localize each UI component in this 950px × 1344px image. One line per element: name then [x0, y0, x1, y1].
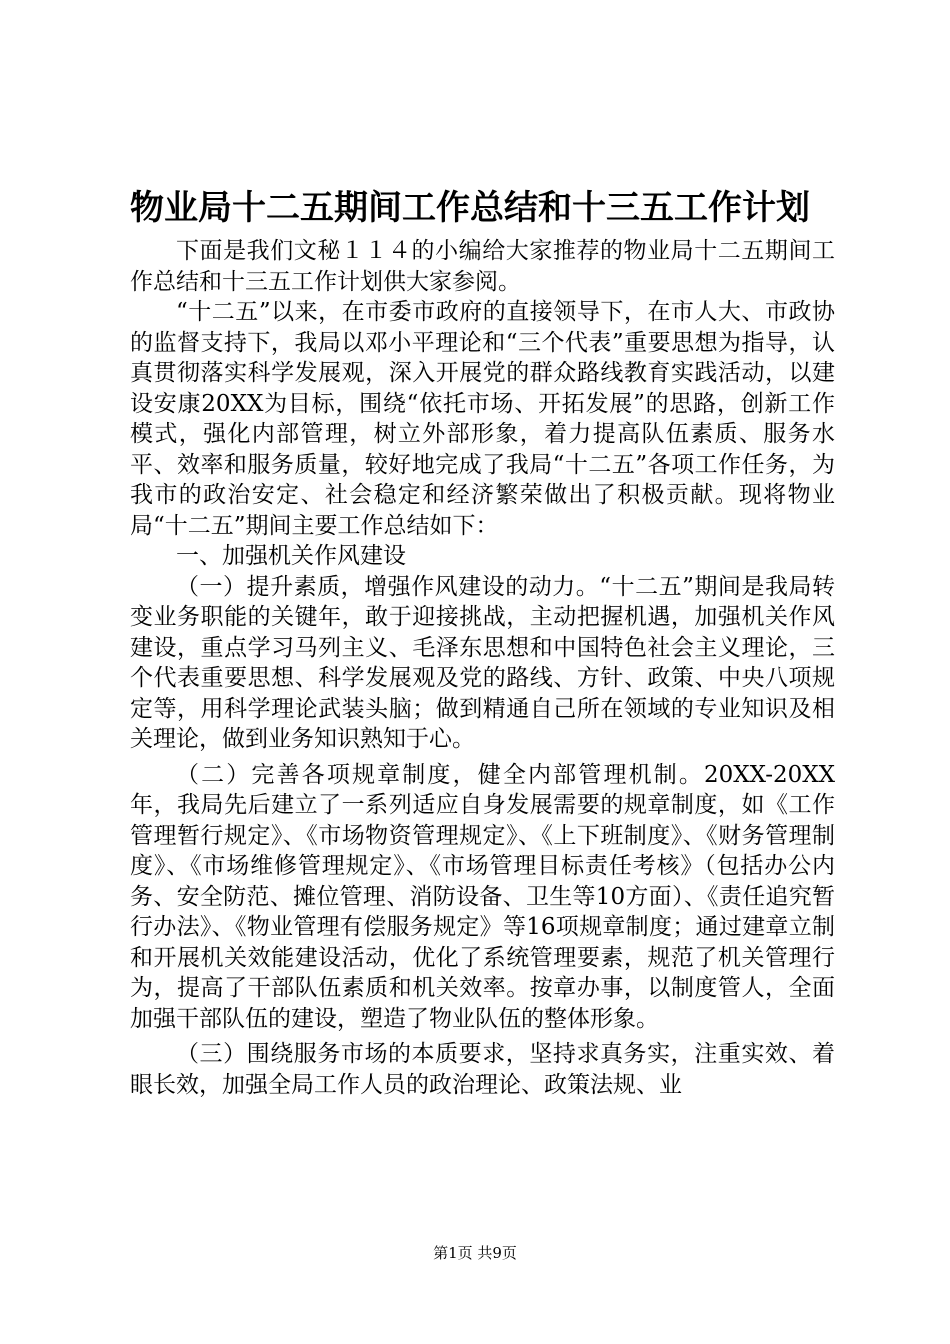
paragraph-item-3: （三）围绕服务市场的本质要求，坚持求真务实，注重实效、着眼长效，加强全局工作人员的政治理论、政策法规、业: [130, 1041, 835, 1098]
page-footer: 第1页 共9页: [433, 1244, 517, 1262]
section-heading-1: 一、加强机关作风建设: [176, 543, 406, 569]
document-body: [130, 236, 835, 1100]
paragraph-item-1: （一）提升素质，增强作风建设的动力。“十二五”期间是我局转变业务职能的关键年，敢于迎接挑战，主动把握机遇，加强机关作风建设，重点学习马列主义、毛泽东思想和中国特色社会主义理论，三个代表重要思想、科学发展观及党的路线、方针、政策、中央八项规定等，用科学理论武装头脑；做到精通自己所在领域的专业知识及相关理论，做到业务知识熟知于心。: [130, 573, 835, 752]
paragraph-overview: “十二五”以来，在市委市政府的直接领导下，在市人大、市政协的监督支持下，我局以邓小平理论和“三个代表”重要思想为指导，认真贯彻落实科学发展观，深入开展党的群众路线教育实践活动，以建设安康20XX为目标，围绕“依托市场、开拓发展”的思路，创新工作模式，强化内部管理，树立外部形象，着力提高队伍素质、服务水平、效率和服务质量，较好地完成了我局“十二五”各项工作任务，为我市的政治安定、社会稳定和经济繁荣做出了积极贡献。现将物业局“十二五”期间主要工作总结如下：: [130, 299, 835, 539]
document-title: 物业局十二五期间工作总结和十三五工作计划: [130, 188, 810, 228]
paragraph-intro: 下面是我们文秘１１４的小编给大家推荐的物业局十二五期间工作总结和十三五工作计划供大家参阅。: [130, 238, 835, 295]
paragraph-item-2: （二）完善各项规章制度，健全内部管理机制。20XX-20XX年，我局先后建立了一系列适应自身发展需要的规章制度，如《工作管理暂行规定》、《市场物资管理规定》、《上下班制度》、《财务管理制度》、《市场维修管理规定》、《市场管理目标责任考核》（包括办公内务、安全防范、摊位管理、消防设备、卫生等10方面）、《责任追究暂行办法》、《物业管理有偿服务规定》等16项规章制度；通过建章立制和开展机关效能建设活动，优化了系统管理要素，规范了机关管理行为，提高了干部队伍素质和机关效率。按章办事，以制度管人，全面加强干部队伍的建设，塑造了物业队伍的整体形象。: [130, 761, 835, 1032]
